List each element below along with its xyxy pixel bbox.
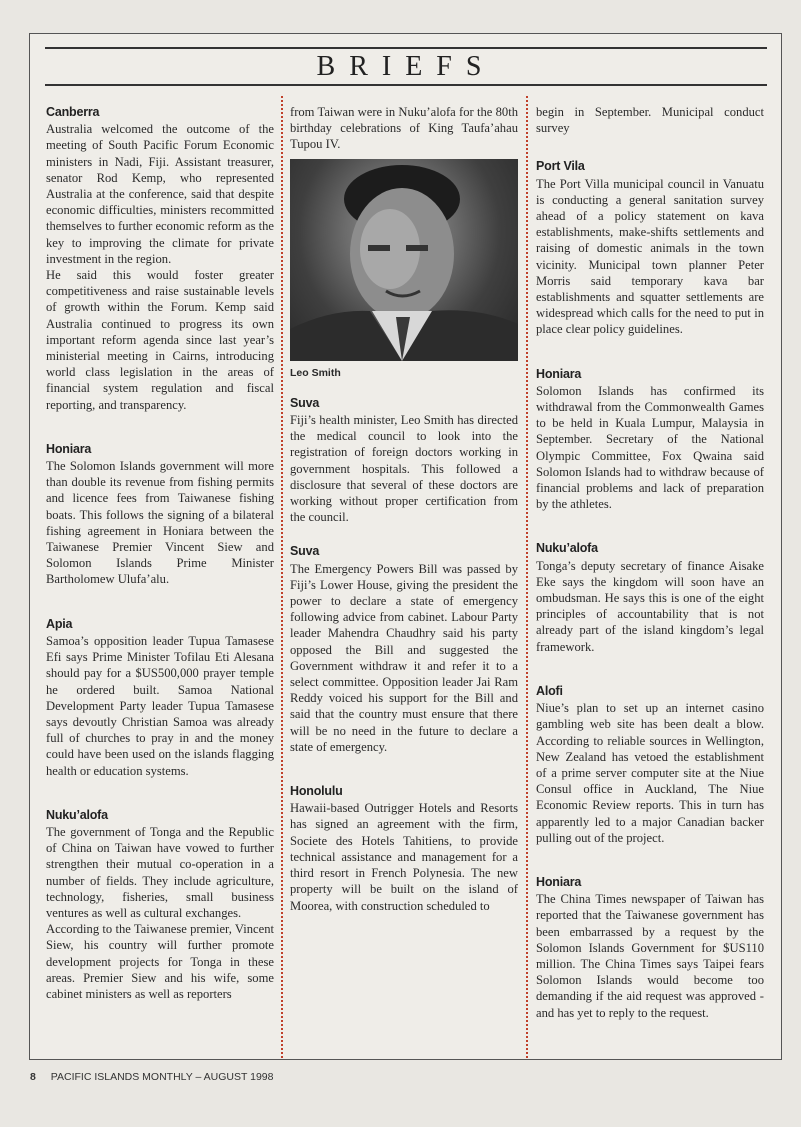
brief-honiara: [46, 441, 274, 588]
dateline: Apia: [46, 616, 73, 631]
portrait-illustration: [290, 159, 518, 361]
header-rule-top: [45, 47, 767, 49]
brief-paragraph: The Port Villa municipal council in Vanuatu is conducting a general sanitation survey ahead of a policy statement on kava establishments, make-shifts settlements and raising of domestic animals in the town vicinity. Municipal town planner Peter Morris said temporary kava bar establishments and squatter settlements are widespread which calls for the need to put in place clear policy guidelines.: [536, 176, 764, 337]
brief-paragraph: The Solomon Islands government will more than double its revenue from fishing permits and licence fees from Taiwanese fishing boats. This follows the signing of a bilateral fishing agreement in Honiara between the Taiwanese Premier Vincent Siew and Solomon Islands Prime Minister Bartholomew Ulufa’alu.: [46, 459, 274, 587]
column-divider-1: [281, 96, 283, 1058]
brief-paragraph: He said this would foster greater competitiveness and raise sustainable levels of growth within the Forum. Kemp said Australia continued to progress its own important reform agenda since last year’s ministerial meeting in Cairns, introducing world class legislation in the areas of financial system regulation and fiscal reporting, and transparency.: [46, 268, 274, 412]
brief-paragraph: Tonga’s deputy secretary of finance Aisake Eke says the kingdom will soon have an ombudsman. He says this is one of the eight principles of accountability that is not already part of the island kingdom’s legal framework.: [536, 558, 764, 654]
brief-honiara-aid: [536, 874, 764, 1021]
brief-suva-emergency: [290, 543, 518, 755]
brief-suva-health: [290, 395, 518, 526]
brief-nukualofa: [46, 807, 274, 1002]
dateline: Nuku’alofa: [46, 807, 108, 822]
brief-paragraph: Niue’s plan to set up an internet casino gambling web site has been dealt a blow. According to reliable sources in Wellington, New Zealand has vetoed the establishment of a prime server computer site at the Niue Consul office in Auckland, The Niue Economic Review reports. This in turn has apparently led to a major Canadian backer pulling out of the project.: [536, 701, 764, 845]
dateline: Honiara: [46, 441, 92, 456]
publication-line: PACIFIC ISLANDS MONTHLY – AUGUST 1998: [50, 1071, 274, 1083]
dateline: Nuku’alofa: [536, 541, 598, 556]
portrait-photo: [290, 159, 518, 361]
dateline: Suva: [290, 395, 320, 410]
brief-paragraph: begin in September. Municipal conduct survey: [536, 105, 764, 136]
dateline: Port Vila: [536, 159, 585, 174]
brief-continuation: [290, 104, 518, 153]
brief-alofi: [536, 683, 764, 846]
brief-paragraph: The China Times newspaper of Taiwan has reported that the Taiwanese government has been embarrassed by a request by the Solomon Islands Government for $US110 million. The China Times says Taipei fears Solomon Islands would become too demanding if the aid request was approved - and has yet to reply to the request.: [536, 892, 764, 1020]
dateline: Alofi: [536, 683, 563, 698]
column-divider-2: [526, 96, 528, 1058]
brief-honolulu: [290, 783, 518, 914]
brief-paragraph: Australia welcomed the outcome of the meeting of South Pacific Forum Economic ministers in Nadi, Fiji. Assistant treasurer, senator Rod Kemp, who represented Australia at the conference, said that despite economic difficulties, ministers recommitted themselves to further economic reform as the key to improving the climate for private investment in the region.: [46, 122, 275, 266]
brief-apia: [46, 616, 274, 779]
column-2: [290, 104, 518, 942]
dateline: Honiara: [536, 874, 582, 889]
brief-paragraph: The government of Tonga and the Republic of China on Taiwan have vowed to further strengthen their mutual co-operation in a number of fields. They include agriculture, technology, fisheries, small business ventures as well as cultural exchanges.: [46, 824, 274, 920]
brief-honiara-games: [536, 366, 764, 513]
section-title: BRIEFS: [316, 51, 496, 82]
dateline: Honiara: [536, 366, 582, 381]
dateline: Suva: [290, 544, 320, 559]
page-footer: [30, 1071, 273, 1083]
brief-paragraph: According to the Taiwanese premier, Vincent Siew, his country will further promote development projects for Tonga in these areas. Premier Siew and his wife, some cabinet ministers as well as reporters: [46, 922, 274, 1001]
dateline: Canberra: [46, 105, 100, 119]
photo-caption: Leo Smith: [290, 366, 341, 379]
brief-port-vila: [536, 158, 764, 337]
brief-paragraph: Samoa’s opposition leader Tupua Tamasese Efi says Prime Minister Tofilau Eti Alesana should pay for a $US500,000 prayer temple he ordered built. Samoa National Development Party leader Tupua Tamasese says devoutly Christian Samoa was already full of churches to pray in and the money could have been used on the islands flagging health or education systems.: [46, 633, 274, 778]
dateline: Honolulu: [290, 784, 343, 799]
header-rule-bottom: [45, 84, 767, 86]
page-number: 8: [30, 1071, 36, 1083]
brief-paragraph: The Emergency Powers Bill was passed by Fiji’s Lower House, giving the president the power to declare a state of emergency following advice from cabinet. Labour Party leader Mahendra Chaudhry said his party opposed the Bill and suggested the Government withdraw it and refer it to a select committee. Opposition leader Jai Ram Reddy voiced his support for the Bill and said that the country must ensure that there will be no need in the future to declare a state of emergency.: [290, 561, 518, 754]
brief-paragraph: Hawaii-based Outrigger Hotels and Resorts has signed an agreement with the firm, Societe des Hotels Tahitiens, to provide technical assistance and management for a third resort in French Polynesia. The new property will be built on the island of Moorea, with construction scheduled to: [290, 801, 518, 913]
brief-canberra: [46, 104, 274, 413]
brief-paragraph: Fiji’s health minister, Leo Smith has directed the medical council to look into the registration of foreign doctors working in government hospitals. This followed a disclosure that several of these doctors are working without proper certification from the council.: [290, 413, 518, 525]
column-3: [536, 104, 764, 1049]
column-1: [46, 104, 274, 1030]
brief-continuation: [536, 104, 764, 136]
brief-paragraph: from Taiwan were in Nuku’alofa for the 80th birthday celebrations of King Taufa’ahau Tupou IV.: [290, 105, 518, 152]
brief-paragraph: Solomon Islands has confirmed its withdrawal from the Commonwealth Games to be held in Kuala Lumpur, Malaysia in September. Secretary of the National Olympic Committee, Fox Qwaina said Solomon Islands had to withdraw because of financial problems and lack of preparation by the athletes.: [536, 383, 764, 512]
brief-nukualofa-ombudsman: [536, 540, 764, 654]
